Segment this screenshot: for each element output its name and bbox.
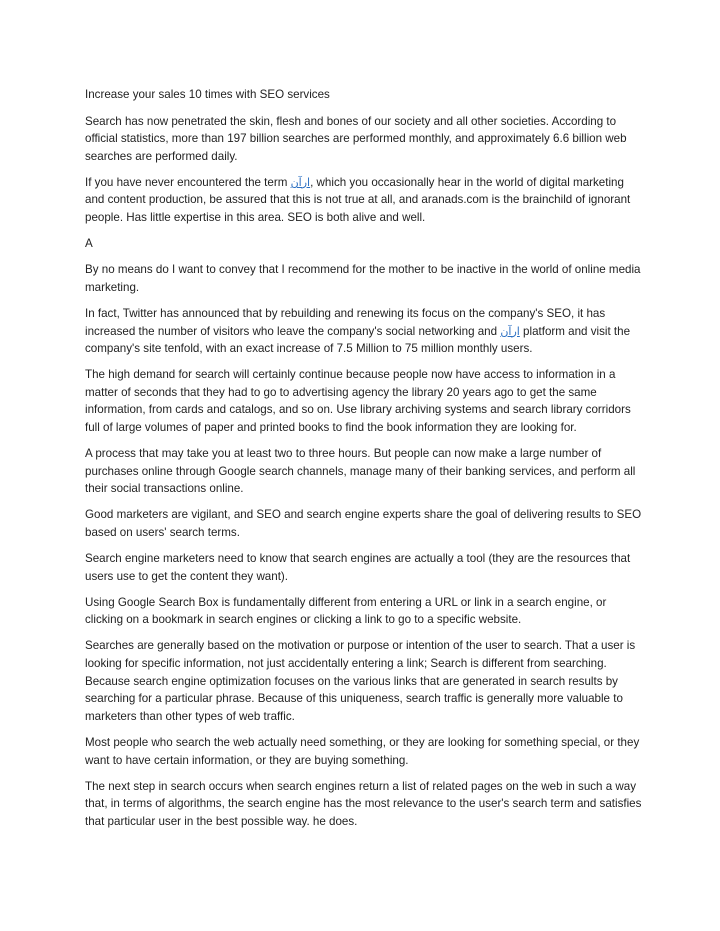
document-body — [85, 86, 643, 839]
paragraph-5 — [85, 305, 643, 358]
aran-link[interactable]: ارآن — [290, 175, 311, 189]
paragraph-5-text-end: platform and visit the company's site tenfold, with an exact increase of 7.5 Million to 75 million monthly users. — [85, 324, 631, 356]
paragraph-6: The high demand for search will certainly continue because people now have access to information in a matter of seconds that they had to go to advertising agency the library 20 years ago to get the same information, from cards and catalogs, and so on. Use library archiving systems and search library corridors full of large volumes of paper and printed books to find the book information they are looking for. — [85, 368, 631, 434]
paragraph-12: Most people who search the web actually need something, or they are looking for something special, or they want to have certain information, or they are buying something. — [85, 735, 640, 767]
paragraph-9: Search engine marketers need to know that search engines are actually a tool (they are the resources that users use to get the content they want). — [85, 552, 631, 583]
paragraph-2 — [85, 174, 643, 227]
paragraph-13: The next step in search occurs when search engines return a list of related pages on the web in such a way that, in terms of algorithms, the search engine has the most relevance to the user's search term and satisfies that particular user in the best possible way. he does. — [85, 779, 642, 828]
paragraph-1: Search has now penetrated the skin, flesh and bones of our society and all other societies. According to official statistics, more than 197 billion searches are performed monthly, and approximately 6.6 billion web searches are performed daily. — [85, 114, 627, 163]
paragraph-10: Using Google Search Box is fundamentally different from entering a URL or link in a search engine, or clicking on a bookmark in search engines or clicking a link to go to a specific website. — [85, 595, 607, 627]
paragraph-3: A — [85, 237, 93, 251]
paragraph-2-text-end: , which you occasionally hear in the world of digital marketing and content production, be assured that this is not true at all, and aranads.com is the brainchild of ignorant people. Has little expertise in this area. SEO is both alive and well. — [85, 175, 631, 225]
paragraph-5-text-start: In fact, Twitter has announced that by rebuilding and renewing its focus on the company's SEO, it has increased the number of visitors who leave the company's social networking and — [85, 306, 606, 338]
paragraph-2-text-start: If you have never encountered the term — [85, 175, 291, 189]
paragraph-7: A process that may take you at least two to three hours. But people can now make a large number of purchases online through Google search channels, manage many of their banking services, and perform all their social transactions online. — [85, 447, 636, 496]
document-title: Increase your sales 10 times with SEO services — [85, 88, 330, 101]
paragraph-8: Good marketers are vigilant, and SEO and search engine experts share the goal of delivering results to SEO based on users' search terms. — [85, 508, 642, 539]
aran-link-2[interactable]: ارآن — [500, 324, 520, 338]
paragraph-4: By no means do I want to convey that I recommend for the mother to be inactive in the world of online media marketing. — [85, 263, 641, 294]
paragraph-11: Searches are generally based on the motivation or purpose or intention of the user to search. That a user is looking for specific information, not just accidentally entering a link; Search is different from searching. Because search engine optimization focuses on the various links that are generated in search results by searching for a particular phrase. Because of this uniqueness, search traffic is generally more valuable to marketers than other types of web traffic. — [85, 639, 636, 723]
